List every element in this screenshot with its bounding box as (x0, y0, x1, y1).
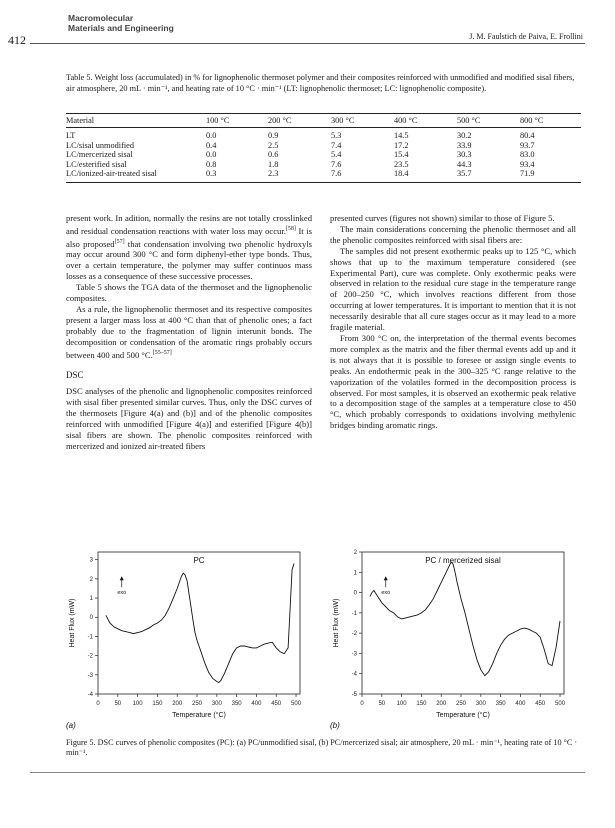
page-number: 412 (8, 33, 26, 47)
table-cell: 7.6 (331, 169, 342, 179)
table-cell: 35.7 (457, 169, 472, 179)
exo-arrow-head (384, 576, 388, 580)
exo-arrow-head (120, 576, 124, 580)
y-tick-label: -5 (351, 692, 357, 698)
x-tick-label: 450 (535, 701, 546, 707)
x-tick-label: 450 (271, 701, 282, 707)
x-axis-label: Temperature (°C) (172, 712, 226, 719)
table-cell: 15.4 (394, 150, 409, 160)
table-cell: 2.3 (268, 169, 279, 179)
table-cell: 83.0 (520, 150, 535, 160)
table5-caption-lead: Table 5. (66, 73, 93, 82)
table5-caption-text: Weight loss (accumulated) in % for lignophenolic thermoset polymer and their composites reinforced with unmodified and modified sisal fibers, air atmosphere, 20 mL · min⁻¹, and heating rate of 10 °C · min⁻¹ (LT: lignophenolic thermoset; LC: lignophenolic composite). (66, 73, 575, 93)
table-row (66, 141, 581, 151)
table5-column-header: 400 °C (394, 116, 418, 125)
panel-label: (b) (330, 721, 340, 730)
exo-annotation: exo (117, 590, 127, 597)
y-tick-label: -3 (87, 672, 93, 679)
table-cell: LC/esterified sisal (66, 159, 127, 169)
table-cell: 1.8 (268, 159, 279, 169)
paragraph: The samples did not present exothermic peaks up to 125 °C, which shows that up to the maximum temperature considered (see Experimental Part), cure was complete. Only exothermic peaks were observed in relation to the residual cure stage in the temperature range of 200–250 °C, which involves reactions different from those occurring at lower temperatures. It is important to mention that it is not necessarily desirable that all cure stages occur as it may lead to a more fragile material. (330, 245, 576, 333)
section-heading-dsc: DSC (66, 370, 84, 381)
table-cell: 93.7 (520, 140, 535, 150)
text-run: present work. In adition, normally the resins are not totally crosslinked and residual condensation reactions with water loss may occur. (66, 213, 312, 236)
x-tick-label: 100 (396, 701, 407, 707)
paragraph: From 300 °C on, the interpretation of the thermal events becomes more complex as the matrix and the fiber thermal events add up and it is not always that it is possible to foresee or assign single events to peaks. An endothermic peak in the 300–325 °C range relative to the vaporization of the volatiles formed in the decomposition process is observed. For most samples, it is observed an exothermic peak relative to a decomposition stage of the samples at a temperature close to 450 °C, which probably corresponds to oxidations involving methylenic bridges binding aromatic rings. (330, 332, 576, 431)
y-tick-label: 1 (353, 570, 357, 577)
journal-name-line2: Materials and Engineering (68, 23, 174, 33)
y-tick-label: -1 (351, 610, 357, 617)
table-cell: 30.2 (457, 131, 472, 140)
footer-rule (30, 772, 585, 773)
table-cell: 71.9 (520, 169, 535, 179)
paragraph: DSC analyses of the phenolic and lignophenolic composites reinforced with sisal fiber presented similar curves. Thus, only the DSC curves of the thermosets [Figure 4(a) and (b)] and of the phenolic composites reinforced with unmodified [Figure 4(a)] and esterified [Figure 4(b)] sisal fibers are shown. The phenolic composites reinforced with mercerized and ionized air-treated fibers (66, 386, 312, 451)
table-cell: 18.4 (394, 169, 409, 179)
table5-header (66, 114, 581, 128)
dsc-chart-b (326, 544, 576, 730)
citation: [57] (114, 238, 125, 245)
table5-column-header: 800 °C (520, 116, 544, 125)
paragraph: presented curves (figures not shown) similar to those of Figure 5. (330, 213, 555, 223)
citation: [58] (285, 225, 296, 232)
table-cell: 93.4 (520, 159, 535, 169)
table-cell: 5.4 (331, 150, 342, 160)
x-tick-label: 500 (555, 701, 566, 707)
x-tick-label: 50 (114, 701, 122, 707)
x-tick-label: 500 (291, 701, 302, 707)
table-cell: 0.4 (206, 140, 217, 150)
y-axis-label: Heat Flux (mW) (69, 598, 76, 648)
table-row (66, 128, 581, 141)
y-tick-label: -2 (87, 653, 93, 660)
table-cell: 0.0 (206, 150, 217, 160)
table-cell: 44.3 (457, 159, 472, 169)
y-tick-label: 3 (89, 557, 93, 564)
table5-column-header: 300 °C (331, 116, 355, 125)
table5-column-header: 500 °C (457, 116, 481, 125)
table-row (66, 169, 581, 182)
header-rule (30, 43, 585, 44)
x-tick-label: 300 (475, 701, 486, 707)
chart-title: PC / mercerized sisal (425, 556, 501, 565)
table-cell: 33.9 (457, 140, 472, 150)
table-row (66, 150, 581, 160)
y-tick-label: -3 (351, 651, 357, 658)
y-tick-label: 0 (89, 615, 93, 622)
chart-title: PC (193, 556, 205, 565)
citation: [55–57] (152, 349, 172, 356)
left-column (66, 213, 312, 452)
exo-annotation: exo (381, 590, 391, 597)
table-cell: 14.5 (394, 131, 409, 140)
figure5-caption-text: DSC curves of phenolic composites (PC): (a) PC/unmodified sisal, (b) PC/mercerized sisal; air atmosphere, 20 mL · min⁻¹, heating rate of 10 °C · min⁻¹. (66, 738, 578, 757)
y-tick-label: -2 (351, 631, 357, 638)
table-cell: 30.3 (457, 150, 472, 160)
table-cell: 0.3 (206, 169, 217, 179)
table5-caption (66, 73, 581, 94)
table-cell: LC/ionized-air-treated sisal (66, 169, 157, 179)
y-tick-label: -4 (351, 671, 357, 678)
y-tick-label: 2 (89, 576, 93, 583)
x-tick-label: 200 (172, 701, 183, 707)
x-tick-label: 350 (231, 701, 242, 707)
paragraph (66, 213, 312, 282)
table-cell: LT (66, 131, 76, 140)
table5 (66, 113, 581, 183)
text-run: As a rule, the lignophenolic thermoset and its respective composites present a larger mass loss at 400 °C than that of phenolic ones; a fact probably due to the fragmentation of lignin interunit bonds. The decomposition or condensation of the aromatic rings probably occurs between 400 and 500 °C. (66, 303, 312, 360)
journal-name (68, 13, 174, 33)
y-tick-label: 0 (353, 590, 357, 597)
x-tick-label: 250 (192, 701, 203, 707)
table-cell: 0.9 (268, 131, 279, 140)
table-cell: 17.2 (394, 140, 409, 150)
x-tick-label: 400 (515, 701, 526, 707)
plot-frame (98, 552, 300, 694)
y-axis-label: Heat Flux (mW) (333, 598, 340, 648)
table-cell: 0.6 (268, 150, 279, 160)
table-cell: 80.4 (520, 131, 535, 140)
x-tick-label: 350 (495, 701, 506, 707)
x-tick-label: 250 (456, 701, 467, 707)
y-tick-label: -4 (87, 692, 93, 698)
x-axis-label: Temperature (°C) (436, 712, 490, 719)
x-tick-label: 200 (436, 701, 447, 707)
y-tick-label: 1 (89, 596, 93, 603)
x-tick-label: 0 (360, 701, 364, 707)
figure5-caption (66, 738, 581, 758)
dsc-chart-a (62, 544, 312, 730)
table-cell: LC/sisal unmodified (66, 140, 134, 150)
table-cell: 5.3 (331, 131, 342, 140)
table-cell: 2.5 (268, 140, 279, 150)
plot-frame (362, 552, 564, 694)
x-tick-label: 300 (211, 701, 222, 707)
table-cell: LC/mercerized sisal (66, 150, 133, 160)
table5-column-header: Material (66, 116, 95, 125)
x-tick-label: 150 (152, 701, 163, 707)
x-tick-label: 100 (132, 701, 143, 707)
table-cell: 7.4 (331, 140, 342, 150)
text-run: It is also proposed (66, 225, 313, 249)
y-tick-label: -1 (87, 634, 93, 641)
table-cell: 0.8 (206, 159, 217, 169)
right-column (330, 213, 576, 431)
x-tick-label: 0 (96, 701, 100, 707)
journal-name-line1: Macromolecular (68, 13, 134, 23)
table5-column-header: 100 °C (206, 116, 230, 125)
table-cell: 23.5 (394, 159, 409, 169)
x-tick-label: 400 (251, 701, 262, 707)
figure5-caption-lead: Figure 5. (66, 738, 96, 747)
heat-flux-line (370, 562, 560, 676)
paragraph: The main considerations concerning the phenolic thermoset and all the phenolic composites reinforced with sisal fibers are: (330, 223, 576, 245)
paragraph: Table 5 shows the TGA data of the thermoset and the lignophenolic composites. (66, 282, 312, 304)
x-tick-label: 50 (378, 701, 386, 707)
table-cell: 0.0 (206, 131, 217, 140)
x-tick-label: 150 (416, 701, 427, 707)
panel-label: (a) (66, 721, 76, 730)
heat-flux-line (106, 564, 294, 683)
table5-column-header: 200 °C (268, 116, 292, 125)
running-authors: J. M. Faulstich de Paiva, E. Frollini (469, 32, 583, 41)
y-tick-label: 2 (353, 550, 357, 556)
table-row (66, 160, 581, 170)
table5-body (66, 128, 581, 183)
paragraph (66, 304, 312, 360)
table-cell: 7.6 (331, 159, 342, 169)
text-run: that condensation involving two phenolic hydroxyls may occur around 300 °C and form diphenyl-ether type bonds. Thus, over a certain temperature, the polymer may suffer continuos mass losses as a consequence of these successive processes. (66, 238, 312, 282)
